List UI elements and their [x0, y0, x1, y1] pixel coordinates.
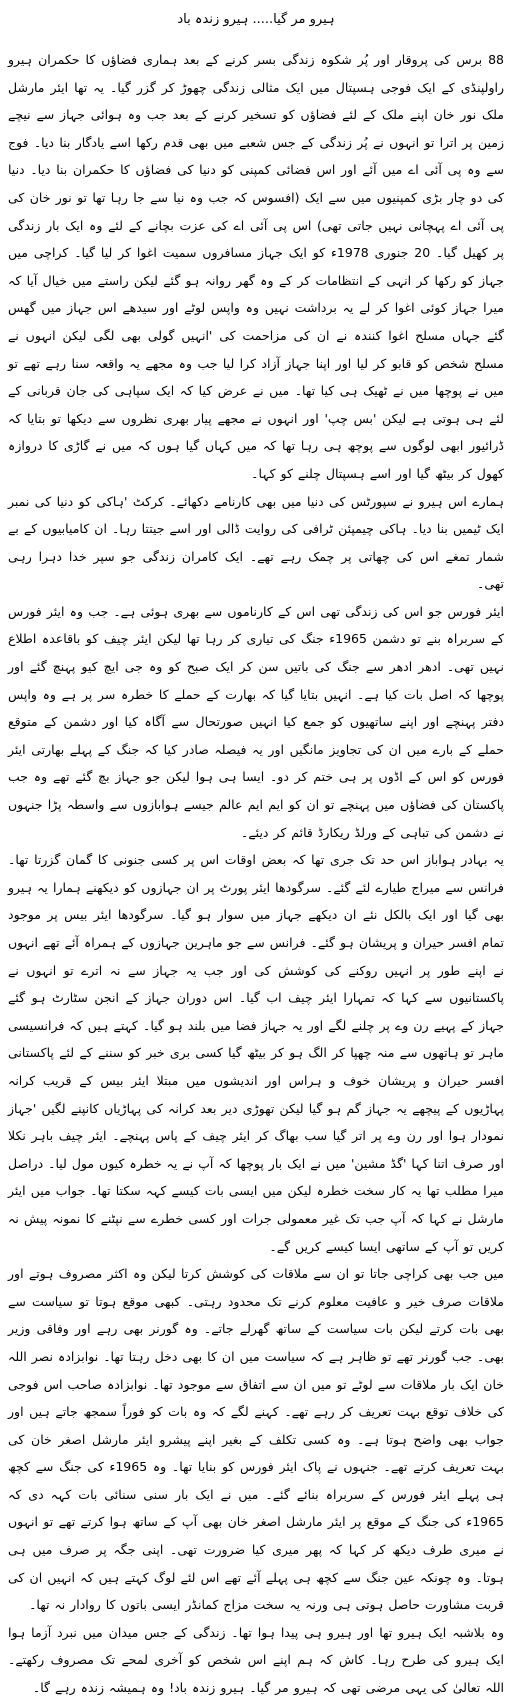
- paragraph: وہ بلاشبہ ایک ہیرو تھا اور ہیرو ہی پیدا ہوا تھا۔ زندگی کے جس میدان میں نبرد آزما ہوا ایک ہیرو کی طرح رہا۔ کاش کہ ہم اپنے اس شخص کو آخری لمحے تک مصروف رکھتے۔ اللہ تعالیٰ کی یہی مرضی تھی کہ ہیرو مر گیا۔ ہیرو زندہ باد! وہ ہمیشہ زندہ رہے گا۔: [8, 1624, 504, 1696]
- paragraph: ہمارے اس ہیرو نے سپورٹس کی دنیا میں بھی کارنامے دکھائے۔ کرکٹ 'ہاکی کو دنیا کی نمبر ایک ٹیمیں بنا دیا۔ ہاکی چیمپئن ٹرافی کی روایت ڈالی اور اسے جیتتا رہا۔ ان کامیابیوں کے بے شمار تمغے اس کی چھاتی پر چمک رہے تھے۔ ایک کامران زندگی جو سپر خدا دہرا رہی تھی۔: [8, 493, 504, 592]
- article-headline: ہیرو مر گیا..... ہیرو زندہ باد: [177, 12, 335, 27]
- paragraph: یہ بہادر ہواباز اس حد تک جری تھا کہ بعض اوقات اس پر کسی جنونی کا گمان گزرتا تھا۔ فرانس سے میراج طیارے لئے گئے۔ سرگودھا ایئر پورٹ پر ان جہازوں کو دیکھنے ہمارا یہ ہیرو بھی گیا اور ایک بالکل نئے ان دیکھے جہاز میں سوار ہو گیا۔ سرگودھا ایئر بیس پر موجود تمام افسر حیران و پریشان ہو گئے۔ فرانس سے جو ماہرین جہازوں کے ہمراہ آئے تھے انہوں نے اپنے طور پر انہیں روکنے کی کوشش کی اور جب یہ جہاز سے نہ اترے تو انہوں نے پاکستانیوں سے کہا کہ تمہارا ایئر چیف اب گیا۔ اس دوران جہاز کے انجن سٹارٹ ہو گئے جہاز کے پہیے رن وے پر چلنے لگے اور یہ جہاز فضا میں بلند ہو گیا۔ کہتے ہیں کہ فرانسیسی ماہر تو ہاتھوں سے منہ چھپا کر الگ ہو کر بیٹھ گیا کسی بری خبر کو سننے کے لئے پاکستانی افسر حیران و پریشان خوف و ہراس اور اندیشوں میں مبتلا ایئر بیس کے قریب کرانہ پہاڑیوں کے پیچھے یہ جہاز گم ہو گیا لیکن تھوڑی دیر بعد کرانہ کی پہاڑیاں کانپنے لگیں 'جہاز نمودار ہوا اور رن وے پر اتر گیا سب بھاگ کر ایئر چیف کے پاس پہنچے۔ ایئر چیف باہر نکلا اور صرف اتنا کہا 'گڈ مشین' میں نے ایک بار پوچھا کہ آپ نے یہ خطرہ کیوں مول لیا۔ دراصل میرا مطلب تھا یہ کار سخت خطرہ لیکن میں ایسی بات کیسے کہہ سکتا تھا۔ جواب میں ایئر مارشل نے کہا کہ آپ جب تک غیر معمولی جرات اور کسی خطرے سے نپٹنے کا نمونہ پیش نہ کریں تو آپ کے ساتھی ایسا کیسے کریں گے۔: [8, 852, 504, 1254]
- paragraph: 88 برس کی پروقار اور پُر شکوہ زندگی بسر کرنے کے بعد ہماری فضاؤں کا حکمران ہیرو راولپنڈی کے ایک فوجی ہسپتال میں ایک مثالی زندگی چھوڑ کر گزر گیا۔ یہ تھا ایئر مارشل ملک نور خان اپنے ملک کے لئے فضاؤں کو تسخیر کرنے کے بعد جب وہ ہوائی جہاز سے نیچے زمین پر اترا تو انہوں نے پُر زندگی کے جس شعبے میں بھی قدم رکھا اسے یادگار بنا دیا۔ فوج سے وہ پی آئی اے میں آئے اور اس فضائی کمپنی کو دنیا کی فضاؤں کا حکمران بنا دیا۔ دنیا کی دو چار بڑی کمپنیوں میں سے ایک (افسوس کہ جب وہ نیا سے جا رہا تھا تو نور خان کی پی آئی اے پہچانی نہیں جاتی تھی) اس پی آئی اے کی عزت بچانے کے لئے وہ ایک بار زندگی پر کھیل گیا۔ 20 جنوری 1978ء کو ایک جہاز مسافروں سمیت اغوا کر لیا گیا۔ کراچی میں جہاز کو رکھا کر انہی کے انتظامات کر کے وہ گھر روانہ ہو گئے لیکن راستے میں خیال آیا کہ میرا جہاز کوئی اغوا کر لے یہ برداشت نہیں وہ واپس لوٹے اور سیدھے اس جہاز میں گھس گئے جہاں مسلح اغوا کنندہ نے ان کی مزاحمت کی 'انہیں گولی بھی لگی لیکن انہوں نے مسلح شخص کو قابو کر لیا اور اپنا جہاز آزاد کرا لیا جب وہ مجھے یہ واقعہ سنا رہے تھے تو میں نے پوچھا میں نے ٹھیک ہی کیا تھا۔ میں نے عرض کیا کہ ایک سپاہی کی جان قربانی کے لئے ہی ہوتی ہے لیکن 'بس چپ' اور انہوں نے مجھے پیار بھری نظروں سے دیکھا تو بتایا کہ ڈرائیور ابھی لوگوں سے پوچھ ہی رہا تھا کہ میں کہاں گیا ہوں کہ میں نے گاڑی کا دروازہ کھول کر بیٹھ گیا اور اسے ہسپتال چلنے کو کہا۔: [8, 52, 504, 481]
- article-body: [8, 46, 504, 1702]
- paragraph: ایئر فورس جو اس کی زندگی تھی اس کے کارناموں سے بھری ہوئی ہے۔ جب وہ ایئر فورس کے سربراہ بنے تو دشمن 1965ء جنگ کی تیاری کر رہا تھا لیکن ایئر چیف کو باقاعدہ اطلاع نہیں تھی۔ ادھر ادھر سے جنگ کی باتیں سن کر ایک صبح کو وہ جی ایچ کیو پہنچ گئے اور پوچھا کہ اصل بات کیا ہے۔ انہیں بتایا گیا کہ بھارت کے حملے کا خطرہ سر پر ہے وہ واپس دفتر پہنچے اور اپنے ساتھیوں کو جمع کیا انہیں صورتحال سے آگاہ کیا اور دشمن کے متوقع حملے کے بارے میں ان کی تجاویز مانگیں اور یہ فیصلہ صادر کیا کہ جنگ کے پہلے بھارتی ایئر فورس کو اس کے اڈوں پر ہی ختم کر دو۔ ایسا ہی ہوا لیکن جو جہاز بچ گئے تھے وہ جب پاکستان کی فضاؤں میں پہنچے تو ان کو ایم ایم عالم جیسے ہوابازوں سے واسطہ پڑا جنہوں نے دشمن کی تباہی کے ورلڈ ریکارڈ قائم کر دیئے۔: [8, 603, 504, 840]
- paragraph: میں جب بھی کراچی جاتا تو ان سے ملاقات کی کوشش کرتا لیکن وہ اکثر مصروف ہوتے اور ملاقات صرف خیر و عافیت معلوم کرنے تک محدود رہتی۔ کبھی موقع ہوتا تو سیاست سے بھی بات کرتے لیکن بات سیاست کے ساتھ گھرلے جاتے۔ وہ گورنر بھی رہے اور وفاقی وزیر بھی۔ جب گورنر تھے تو ظاہر ہے کہ سیاست میں ان کا بھی دخل رہتا تھا۔ نوابزادہ نصر اللہ خان ایک بار ملاقات سے لوٹے تو میں ان سے اتفاق سے موجود تھا۔ نوابزادہ صاحب اس فوجی کی خلاف توقع بہت تعریف کر رہے تھے۔ کہنے لگے کہ وہ بات کو فوراً سمجھ جاتے ہیں اور جواب بھی واضح ہوتا ہے۔ وہ کسی تکلف کے بغیر اپنے پیشرو ایئر مارشل اصغر خان کی بہت تعریف کرتے تھے۔ جنہوں نے پاک ایئر فورس کو بنایا تھا۔ وہ 1965ء کی جنگ سے کچھ ہی پہلے ایئر فورس کے سربراہ بنائے گئے۔ میں نے ایک بار سنی سنائی بات کہہ دی کہ 1965ء کی جنگ کے موقع پر ایئر مارشل اصغر خان بھی آپ کے ساتھ ہوا کرتے تھے تو انہوں نے میری طرف دیکھ کر کہا کہ پھر میری کیا ضرورت تھی۔ اپنی جگہ پر صرف میں ہی ہوتا۔ وہ چونکہ عین جنگ سے کچھ ہی پہلے آئے تھے اس لئے لوگ کہتے ہیں کہ انہیں ان کی قربت مشاورت حاصل ہوتی ہی ورنہ یہ سخت مزاج کمانڈر ایسی باتوں کا روادار نہ تھا۔: [8, 1266, 504, 1613]
